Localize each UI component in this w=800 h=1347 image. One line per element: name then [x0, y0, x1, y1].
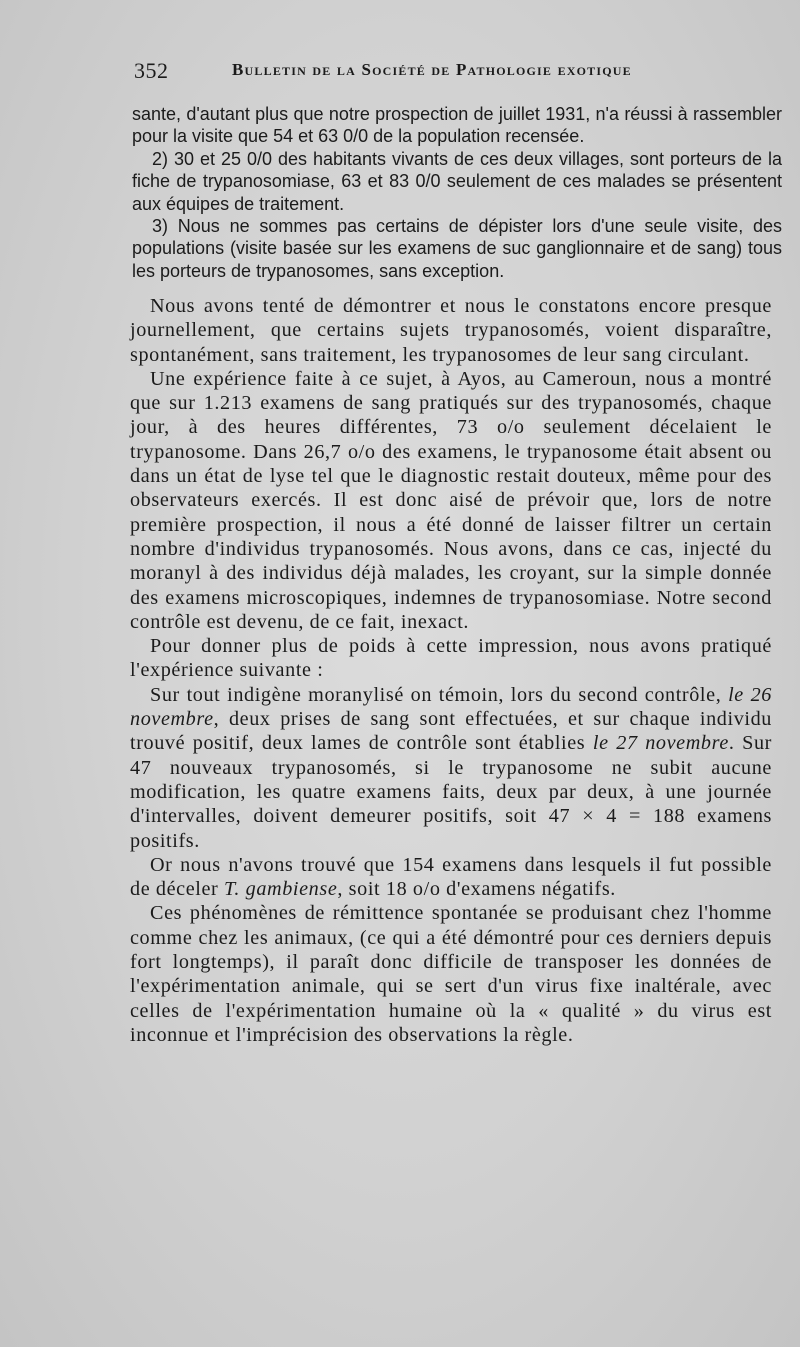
note-paragraph: 3) Nous ne sommes pas certains de dépister lors d'une seule visite, des populations (visite basée sur les examens de suc ganglionnaire et de sang) tous les porteurs de trypanosomes, sans exception.	[132, 216, 782, 281]
date-italic: le 26 novembre	[130, 683, 772, 731]
body-paragraph	[130, 683, 772, 853]
body-paragraph	[130, 853, 772, 902]
body-paragraph: Ces phénomènes de rémittence spontanée se produisant chez l'homme comme chez les animaux, (ce qui a été démontré pour ces derniers depuis fort longtemps), il paraît donc difficile de transposer les données de l'expérimentation animale, qui se sert d'un virus fixe inaltérale, avec celles de l'expérimentation humaine où la « qualité » du virus est inconnue et l'imprécision des observations la règle.	[130, 902, 772, 1046]
text-run: Sur tout indigène moranylisé on témoin, lors du second contrôle,	[150, 683, 729, 706]
date-italic: le 27 novembre	[592, 732, 729, 755]
body-paragraph: Une expérience faite à ce sujet, à Ayos, au Cameroun, nous a montré que sur 1.213 examens de sang pratiqués sur des trypanosomés, chaque jour, à des heures différentes, 73 o/o seulement décelaient le trypanosome. Dans 26,7 o/o des examens, le trypanosome était absent ou dans un état de lyse tel que le diagnostic restait douteux, même pour des observateurs exercés. Il est donc aisé de prévoir que, lors de notre première prospection, il nous a été donné de laisser filtrer un certain nombre d'individus trypanosomés. Nous avons, dans ce cas, injecté du moranyl à des individus déjà malades, les croyant, sur la simple donnée des examens microscopiques, indemnes de trypanosomiase. Notre second contrôle est devenu, de ce fait, inexact.	[130, 367, 772, 633]
species-name: T. gambiense	[224, 878, 338, 901]
page-number: 352	[134, 58, 169, 83]
text-run: , deux prises de sang sont effectuées, et sur chaque individu trouvé positif, deux lames de contrôle sont établies	[130, 708, 772, 755]
text-run: Or nous n'avons trouvé que 154 examens dans lesquels il fut possible de déceler	[130, 853, 772, 901]
numbered-notes	[132, 103, 782, 282]
main-text	[130, 294, 772, 1047]
text-run: , soit 18 o/o d'examens négatifs.	[337, 878, 616, 901]
running-title: Bulletin de la Société de Pathologie exotique	[232, 60, 632, 79]
note-paragraph: 2) 30 et 25 0/0 des habitants vivants de ces deux villages, sont porteurs de la fiche de trypanosomiase, 63 et 83 0/0 seulement de ces malades se présentent aux équipes de traitement.	[132, 148, 782, 214]
page-header	[132, 58, 772, 88]
note-paragraph: sante, d'autant plus que notre prospection de juillet 1931, n'a réussi à rassembler pour la visite que 54 et 63 0/0 de la population recensée.	[132, 104, 782, 147]
body-paragraph: Nous avons tenté de démontrer et nous le constatons encore presque journellement, que certains sujets trypanosomés, voient disparaître, spontanément, sans traitement, les trypanosomes de leur sang circulant.	[130, 295, 772, 366]
body-paragraph: Pour donner plus de poids à cette impression, nous avons pratiqué l'expérience suivante :	[130, 635, 772, 682]
text-run: . Sur 47 nouveaux trypanosomés, si le trypanosome ne subit aucune modification, les quatre examens faits, deux par deux, à une journée d'intervalles, doivent demeurer positifs, soit 47 × 4 = 188 examens positifs.	[130, 732, 772, 852]
